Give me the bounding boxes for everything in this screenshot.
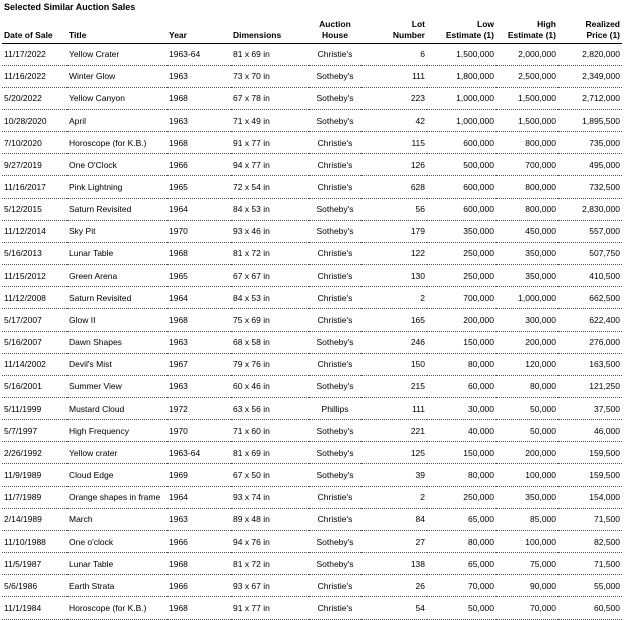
cell-title: Horoscope (for K.B.): [67, 597, 167, 619]
cell-realized-price: 163,500: [558, 353, 622, 375]
cell-date: 5/7/1997: [2, 420, 67, 442]
cell-high-estimate: 200,000: [496, 442, 558, 464]
cell-auction-house: Christie's: [309, 265, 361, 287]
cell-date: 11/1/1984: [2, 597, 67, 619]
cell-year: 1963: [167, 109, 231, 131]
cell-title: Green Arena: [67, 265, 167, 287]
cell-date: 5/16/2001: [2, 375, 67, 397]
cell-realized-price: 71,500: [558, 508, 622, 530]
cell-low-estimate: 80,000: [427, 530, 496, 552]
cell-lot-number: 26: [361, 575, 427, 597]
cell-high-estimate: 350,000: [496, 242, 558, 264]
cell-year: 1966: [167, 530, 231, 552]
cell-realized-price: 2,830,000: [558, 198, 622, 220]
cell-realized-price: 732,500: [558, 176, 622, 198]
cell-auction-house: Christie's: [309, 43, 361, 65]
cell-low-estimate: 700,000: [427, 287, 496, 309]
cell-title: Yellow crater: [67, 442, 167, 464]
cell-lot-number: 122: [361, 242, 427, 264]
cell-auction-house: Sotheby's: [309, 87, 361, 109]
cell-lot-number: 115: [361, 132, 427, 154]
cell-auction-house: Christie's: [309, 575, 361, 597]
table-row: [2, 87, 622, 109]
cell-low-estimate: 65,000: [427, 553, 496, 575]
cell-date: 11/16/2022: [2, 65, 67, 87]
cell-lot-number: 111: [361, 398, 427, 420]
cell-high-estimate: 70,000: [496, 597, 558, 619]
cell-low-estimate: 250,000: [427, 486, 496, 508]
table-body: [2, 43, 622, 619]
table-row: [2, 242, 622, 264]
cell-realized-price: 622,400: [558, 309, 622, 331]
table-row: [2, 176, 622, 198]
cell-dimensions: 60 x 46 in: [231, 375, 309, 397]
cell-dimensions: 93 x 46 in: [231, 220, 309, 242]
cell-year: 1967: [167, 353, 231, 375]
cell-lot-number: 165: [361, 309, 427, 331]
cell-high-estimate: 350,000: [496, 486, 558, 508]
cell-high-estimate: 1,000,000: [496, 287, 558, 309]
cell-realized-price: 37,500: [558, 398, 622, 420]
cell-realized-price: 410,500: [558, 265, 622, 287]
table-row: [2, 464, 622, 486]
cell-realized-price: 662,500: [558, 287, 622, 309]
col-header-date: Date of Sale: [2, 14, 67, 43]
cell-date: 11/12/2008: [2, 287, 67, 309]
cell-auction-house: Sotheby's: [309, 198, 361, 220]
cell-lot-number: 84: [361, 508, 427, 530]
cell-lot-number: 54: [361, 597, 427, 619]
cell-high-estimate: 2,500,000: [496, 65, 558, 87]
cell-low-estimate: 1,000,000: [427, 109, 496, 131]
cell-auction-house: Christie's: [309, 486, 361, 508]
cell-year: 1972: [167, 398, 231, 420]
cell-title: Dawn Shapes: [67, 331, 167, 353]
cell-date: 11/7/1989: [2, 486, 67, 508]
cell-auction-house: Sotheby's: [309, 65, 361, 87]
col-header-lot-number: Lot Number: [361, 14, 427, 43]
table-row: [2, 109, 622, 131]
cell-realized-price: 1,895,500: [558, 109, 622, 131]
cell-low-estimate: 65,000: [427, 508, 496, 530]
cell-high-estimate: 1,500,000: [496, 109, 558, 131]
cell-title: Horoscope (for K.B.): [67, 132, 167, 154]
cell-dimensions: 81 x 72 in: [231, 553, 309, 575]
cell-date: 7/10/2020: [2, 132, 67, 154]
table-row: [2, 486, 622, 508]
cell-date: 5/12/2015: [2, 198, 67, 220]
cell-realized-price: 2,712,000: [558, 87, 622, 109]
cell-auction-house: Sotheby's: [309, 530, 361, 552]
cell-auction-house: Sotheby's: [309, 553, 361, 575]
cell-dimensions: 67 x 78 in: [231, 87, 309, 109]
cell-lot-number: 27: [361, 530, 427, 552]
cell-realized-price: 46,000: [558, 420, 622, 442]
cell-year: 1963: [167, 65, 231, 87]
cell-year: 1966: [167, 154, 231, 176]
col-header-dimensions: Dimensions: [231, 14, 309, 43]
cell-dimensions: 71 x 60 in: [231, 420, 309, 442]
cell-title: Mustard Cloud: [67, 398, 167, 420]
cell-year: 1965: [167, 176, 231, 198]
cell-auction-house: Christie's: [309, 154, 361, 176]
cell-lot-number: 56: [361, 198, 427, 220]
cell-year: 1968: [167, 132, 231, 154]
cell-low-estimate: 150,000: [427, 331, 496, 353]
cell-auction-house: Christie's: [309, 242, 361, 264]
table-row: [2, 132, 622, 154]
table-row: [2, 265, 622, 287]
cell-year: 1970: [167, 220, 231, 242]
cell-low-estimate: 60,000: [427, 375, 496, 397]
cell-high-estimate: 50,000: [496, 398, 558, 420]
cell-year: 1969: [167, 464, 231, 486]
table-row: [2, 331, 622, 353]
cell-auction-house: Sotheby's: [309, 464, 361, 486]
cell-high-estimate: 50,000: [496, 420, 558, 442]
cell-year: 1965: [167, 265, 231, 287]
cell-lot-number: 221: [361, 420, 427, 442]
cell-lot-number: 111: [361, 65, 427, 87]
table-row: [2, 154, 622, 176]
cell-lot-number: 42: [361, 109, 427, 131]
cell-low-estimate: 1,800,000: [427, 65, 496, 87]
cell-low-estimate: 1,000,000: [427, 87, 496, 109]
cell-realized-price: 495,000: [558, 154, 622, 176]
cell-date: 9/27/2019: [2, 154, 67, 176]
cell-high-estimate: 700,000: [496, 154, 558, 176]
cell-year: 1963: [167, 508, 231, 530]
cell-realized-price: 60,500: [558, 597, 622, 619]
cell-dimensions: 81 x 69 in: [231, 43, 309, 65]
cell-high-estimate: 800,000: [496, 132, 558, 154]
cell-high-estimate: 200,000: [496, 331, 558, 353]
cell-auction-house: Sotheby's: [309, 442, 361, 464]
cell-low-estimate: 250,000: [427, 242, 496, 264]
cell-low-estimate: 80,000: [427, 464, 496, 486]
cell-realized-price: 55,000: [558, 575, 622, 597]
cell-low-estimate: 600,000: [427, 198, 496, 220]
cell-title: Devil's Mist: [67, 353, 167, 375]
cell-auction-house: Sotheby's: [309, 420, 361, 442]
cell-auction-house: Christie's: [309, 309, 361, 331]
cell-year: 1968: [167, 242, 231, 264]
cell-high-estimate: 2,000,000: [496, 43, 558, 65]
cell-high-estimate: 450,000: [496, 220, 558, 242]
cell-low-estimate: 250,000: [427, 265, 496, 287]
cell-dimensions: 94 x 77 in: [231, 154, 309, 176]
cell-date: 11/12/2014: [2, 220, 67, 242]
auction-sales-table: [2, 14, 622, 620]
table-row: [2, 575, 622, 597]
cell-high-estimate: 85,000: [496, 508, 558, 530]
cell-auction-house: Sotheby's: [309, 109, 361, 131]
table-row: [2, 597, 622, 619]
cell-high-estimate: 300,000: [496, 309, 558, 331]
cell-low-estimate: 30,000: [427, 398, 496, 420]
cell-low-estimate: 40,000: [427, 420, 496, 442]
cell-date: 5/11/1999: [2, 398, 67, 420]
cell-low-estimate: 500,000: [427, 154, 496, 176]
cell-auction-house: Phillips: [309, 398, 361, 420]
table-row: [2, 220, 622, 242]
cell-lot-number: 125: [361, 442, 427, 464]
cell-low-estimate: 200,000: [427, 309, 496, 331]
cell-date: 10/28/2020: [2, 109, 67, 131]
col-header-year: Year: [167, 14, 231, 43]
cell-date: 11/10/1988: [2, 530, 67, 552]
cell-year: 1964: [167, 486, 231, 508]
table-row: [2, 398, 622, 420]
cell-auction-house: Christie's: [309, 353, 361, 375]
cell-title: High Frequency: [67, 420, 167, 442]
cell-date: 5/20/2022: [2, 87, 67, 109]
cell-lot-number: 150: [361, 353, 427, 375]
col-header-title: Title: [67, 14, 167, 43]
cell-year: 1966: [167, 575, 231, 597]
cell-high-estimate: 80,000: [496, 375, 558, 397]
cell-date: 5/17/2007: [2, 309, 67, 331]
cell-title: Orange shapes in frame: [67, 486, 167, 508]
cell-auction-house: Christie's: [309, 287, 361, 309]
cell-date: 11/16/2017: [2, 176, 67, 198]
cell-auction-house: Christie's: [309, 597, 361, 619]
cell-realized-price: 159,500: [558, 464, 622, 486]
cell-title: Winter Glow: [67, 65, 167, 87]
cell-low-estimate: 70,000: [427, 575, 496, 597]
cell-date: 11/17/2022: [2, 43, 67, 65]
cell-date: 5/16/2013: [2, 242, 67, 264]
cell-high-estimate: 120,000: [496, 353, 558, 375]
cell-dimensions: 93 x 67 in: [231, 575, 309, 597]
cell-year: 1968: [167, 597, 231, 619]
cell-low-estimate: 50,000: [427, 597, 496, 619]
table-row: [2, 353, 622, 375]
cell-dimensions: 89 x 48 in: [231, 508, 309, 530]
header-row: [2, 14, 622, 43]
cell-dimensions: 93 x 74 in: [231, 486, 309, 508]
cell-lot-number: 39: [361, 464, 427, 486]
cell-auction-house: Christie's: [309, 508, 361, 530]
cell-title: One O'Clock: [67, 154, 167, 176]
cell-title: One o'clock: [67, 530, 167, 552]
cell-low-estimate: 350,000: [427, 220, 496, 242]
cell-title: Pink Lightning: [67, 176, 167, 198]
cell-auction-house: Sotheby's: [309, 375, 361, 397]
cell-lot-number: 215: [361, 375, 427, 397]
cell-year: 1968: [167, 309, 231, 331]
cell-lot-number: 126: [361, 154, 427, 176]
cell-title: Cloud Edge: [67, 464, 167, 486]
cell-year: 1968: [167, 553, 231, 575]
cell-dimensions: 67 x 50 in: [231, 464, 309, 486]
cell-date: 5/6/1986: [2, 575, 67, 597]
cell-dimensions: 72 x 54 in: [231, 176, 309, 198]
cell-realized-price: 507,750: [558, 242, 622, 264]
cell-high-estimate: 1,500,000: [496, 87, 558, 109]
cell-high-estimate: 75,000: [496, 553, 558, 575]
cell-high-estimate: 100,000: [496, 464, 558, 486]
cell-title: Summer View: [67, 375, 167, 397]
cell-high-estimate: 800,000: [496, 176, 558, 198]
cell-realized-price: 154,000: [558, 486, 622, 508]
col-header-high-estimate: High Estimate (1): [496, 14, 558, 43]
cell-realized-price: 276,000: [558, 331, 622, 353]
table-row: [2, 442, 622, 464]
cell-lot-number: 138: [361, 553, 427, 575]
cell-auction-house: Sotheby's: [309, 220, 361, 242]
cell-low-estimate: 600,000: [427, 176, 496, 198]
cell-auction-house: Christie's: [309, 132, 361, 154]
cell-date: 11/14/2002: [2, 353, 67, 375]
table-row: [2, 420, 622, 442]
cell-dimensions: 84 x 53 in: [231, 287, 309, 309]
cell-low-estimate: 1,500,000: [427, 43, 496, 65]
table-row: [2, 65, 622, 87]
cell-title: Yellow Crater: [67, 43, 167, 65]
cell-realized-price: 735,000: [558, 132, 622, 154]
cell-title: March: [67, 508, 167, 530]
cell-lot-number: 2: [361, 486, 427, 508]
cell-lot-number: 2: [361, 287, 427, 309]
cell-dimensions: 71 x 49 in: [231, 109, 309, 131]
cell-lot-number: 246: [361, 331, 427, 353]
cell-dimensions: 67 x 67 in: [231, 265, 309, 287]
cell-dimensions: 81 x 69 in: [231, 442, 309, 464]
cell-title: Yellow Canyon: [67, 87, 167, 109]
cell-date: 2/26/1992: [2, 442, 67, 464]
table-row: [2, 508, 622, 530]
table-row: [2, 309, 622, 331]
cell-realized-price: 71,500: [558, 553, 622, 575]
cell-date: 11/15/2012: [2, 265, 67, 287]
cell-year: 1963-64: [167, 442, 231, 464]
cell-realized-price: 2,820,000: [558, 43, 622, 65]
cell-realized-price: 2,349,000: [558, 65, 622, 87]
table-title: Selected Similar Auction Sales: [4, 2, 136, 12]
cell-dimensions: 79 x 76 in: [231, 353, 309, 375]
cell-title: Lunar Table: [67, 242, 167, 264]
cell-title: April: [67, 109, 167, 131]
cell-title: Glow II: [67, 309, 167, 331]
cell-year: 1964: [167, 287, 231, 309]
cell-dimensions: 94 x 76 in: [231, 530, 309, 552]
cell-high-estimate: 800,000: [496, 198, 558, 220]
cell-dimensions: 75 x 69 in: [231, 309, 309, 331]
cell-realized-price: 159,500: [558, 442, 622, 464]
cell-title: Saturn Revisited: [67, 198, 167, 220]
cell-title: Sky Pit: [67, 220, 167, 242]
cell-title: Saturn Revisited: [67, 287, 167, 309]
cell-lot-number: 223: [361, 87, 427, 109]
cell-date: 5/16/2007: [2, 331, 67, 353]
col-header-realized-price: Realized Price (1): [558, 14, 622, 43]
cell-low-estimate: 600,000: [427, 132, 496, 154]
cell-date: 11/5/1987: [2, 553, 67, 575]
table-row: [2, 553, 622, 575]
cell-high-estimate: 100,000: [496, 530, 558, 552]
cell-dimensions: 81 x 72 in: [231, 242, 309, 264]
cell-high-estimate: 350,000: [496, 265, 558, 287]
table-row: [2, 43, 622, 65]
cell-date: 11/9/1989: [2, 464, 67, 486]
cell-dimensions: 68 x 58 in: [231, 331, 309, 353]
cell-dimensions: 84 x 53 in: [231, 198, 309, 220]
cell-dimensions: 63 x 56 in: [231, 398, 309, 420]
cell-lot-number: 179: [361, 220, 427, 242]
cell-dimensions: 91 x 77 in: [231, 597, 309, 619]
cell-realized-price: 557,000: [558, 220, 622, 242]
cell-title: Earth Strata: [67, 575, 167, 597]
cell-auction-house: Christie's: [309, 176, 361, 198]
cell-year: 1964: [167, 198, 231, 220]
cell-lot-number: 6: [361, 43, 427, 65]
cell-low-estimate: 150,000: [427, 442, 496, 464]
cell-dimensions: 91 x 77 in: [231, 132, 309, 154]
table-row: [2, 530, 622, 552]
cell-lot-number: 628: [361, 176, 427, 198]
cell-title: Lunar Table: [67, 553, 167, 575]
cell-year: 1963: [167, 375, 231, 397]
cell-dimensions: 73 x 70 in: [231, 65, 309, 87]
cell-year: 1968: [167, 87, 231, 109]
cell-auction-house: Sotheby's: [309, 331, 361, 353]
table-row: [2, 287, 622, 309]
cell-realized-price: 121,250: [558, 375, 622, 397]
cell-high-estimate: 90,000: [496, 575, 558, 597]
table-row: [2, 375, 622, 397]
cell-date: 2/14/1989: [2, 508, 67, 530]
table-row: [2, 198, 622, 220]
col-header-low-estimate: Low Estimate (1): [427, 14, 496, 43]
cell-low-estimate: 80,000: [427, 353, 496, 375]
cell-year: 1963-64: [167, 43, 231, 65]
cell-year: 1970: [167, 420, 231, 442]
cell-realized-price: 82,500: [558, 530, 622, 552]
cell-lot-number: 130: [361, 265, 427, 287]
cell-year: 1963: [167, 331, 231, 353]
col-header-auction-house: Auction House: [309, 14, 361, 43]
